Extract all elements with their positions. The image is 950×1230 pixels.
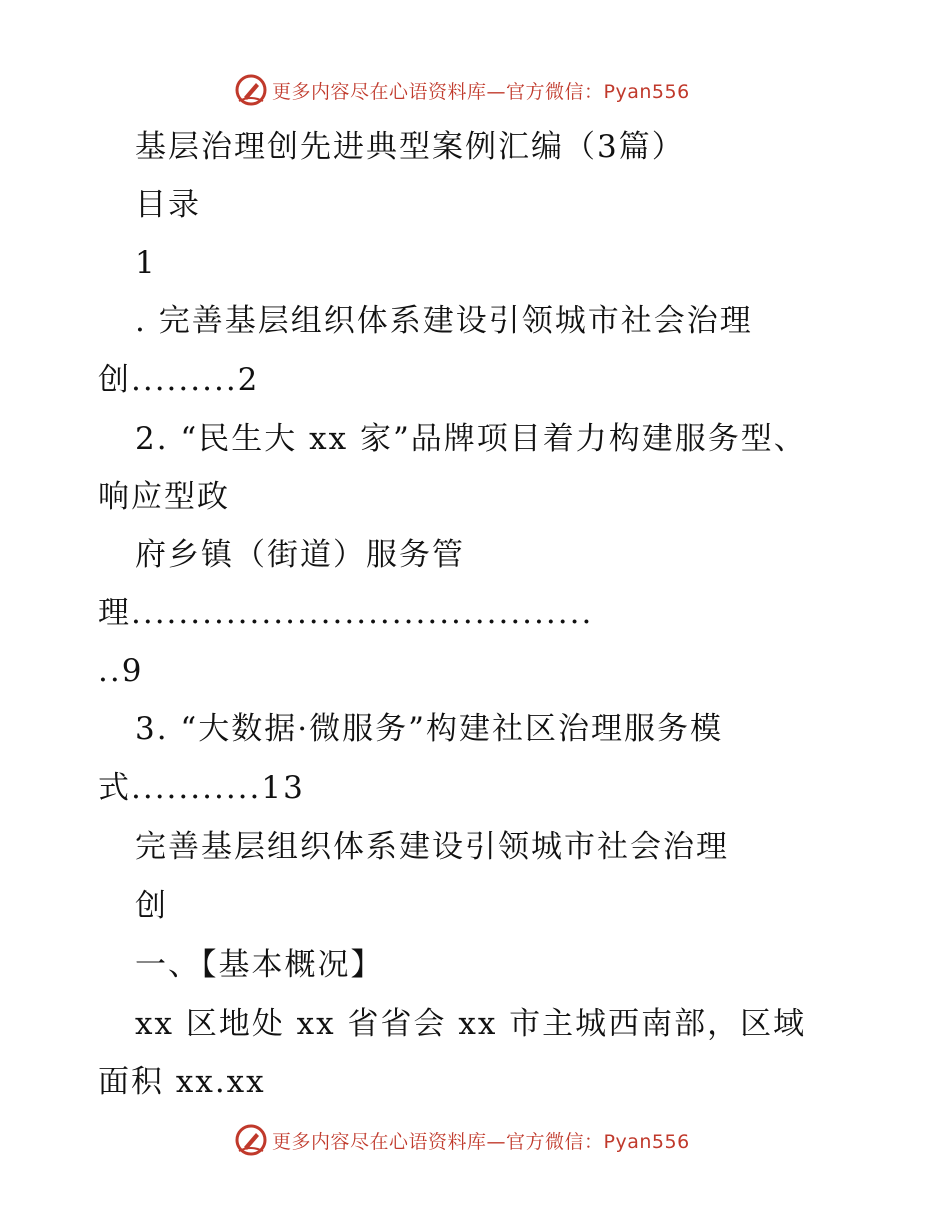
toc-entry-1-number: 1	[135, 245, 157, 281]
body-paragraph: xx 区地处 xx 省省会 xx 市主城西南部，区域	[135, 1006, 807, 1042]
toc-entry-2-page: ..9	[98, 653, 144, 689]
subsection-heading: 一、【基本概况】	[135, 947, 384, 983]
watermark-text: 更多内容尽在心语资料库—官方微信：Pyan556	[272, 80, 690, 103]
toc-entry-2-title-cont: 响应型政	[98, 479, 230, 515]
toc-entry-1-title: . 完善基层组织体系建设引领城市社会治理	[135, 303, 753, 339]
watermark-footer	[234, 1120, 714, 1160]
body-paragraph-cont: 面积 xx.xx	[98, 1064, 266, 1100]
toc-entry-2-title: 2. “民生大 xx 家”品牌项目着力构建服务型、	[135, 421, 807, 457]
toc-heading: 目录	[135, 187, 201, 223]
watermark-text: 更多内容尽在心语资料库—官方微信：Pyan556	[272, 1130, 690, 1153]
toc-entry-3-page: 式...........13	[98, 770, 305, 806]
toc-entry-2-leader: 理.......................................	[98, 595, 594, 631]
document-title: 基层治理创先进典型案例汇编（3篇）	[135, 129, 685, 165]
section-title-cont: 创	[135, 888, 168, 924]
section-title: 完善基层组织体系建设引领城市社会治理	[135, 829, 729, 865]
pen-logo-icon	[234, 1123, 268, 1157]
toc-entry-3-title: 3. “大数据·微服务”构建社区治理服务模	[135, 711, 723, 747]
toc-entry-2-title-cont2: 府乡镇（街道）服务管	[135, 537, 465, 573]
watermark-header	[234, 70, 714, 110]
pen-logo-icon	[234, 73, 268, 107]
toc-entry-1-page: 创.........2	[98, 362, 260, 398]
